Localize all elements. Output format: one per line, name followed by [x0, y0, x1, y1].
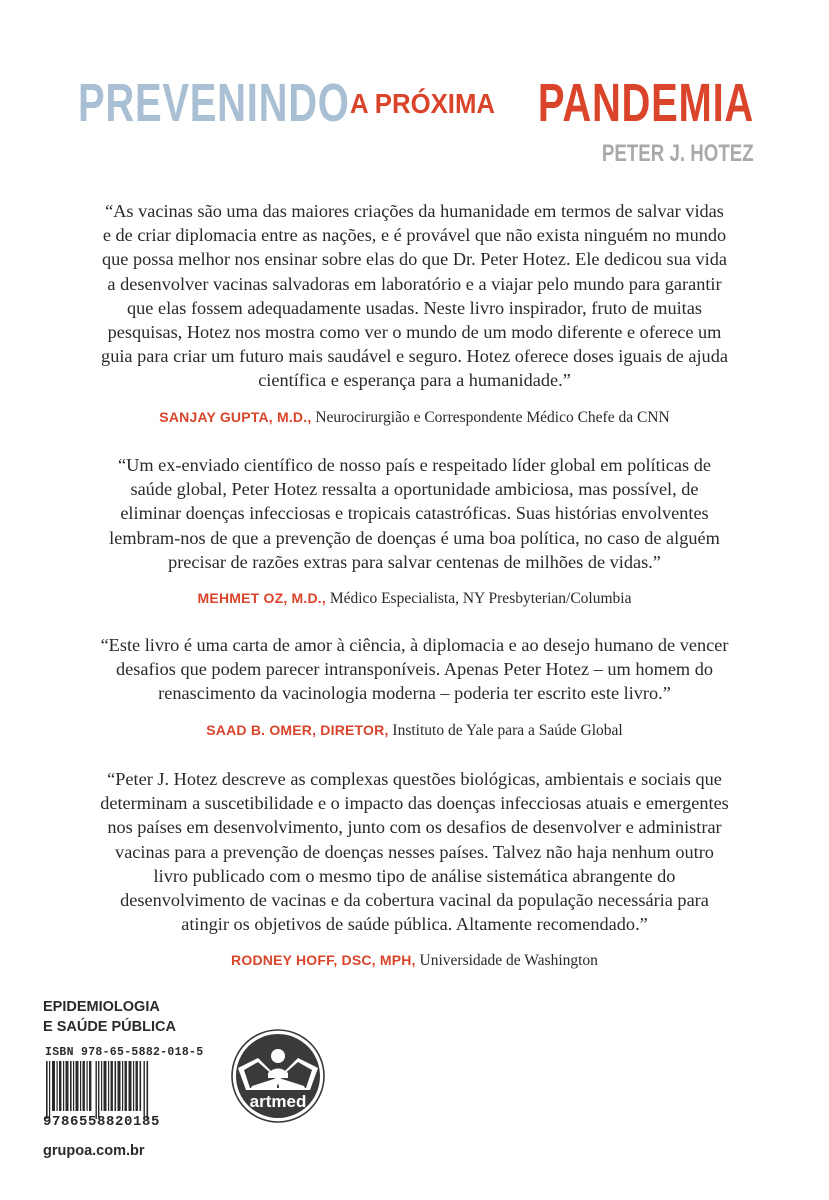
- attribution-name: SAAD B. OMER, DIRETOR,: [206, 721, 389, 738]
- quote-text: “Peter J. Hotez descreve as complexas questões biológicas, ambientais e sociais que determinam a suscetibilidade e o impacto das doenças infecciosas atuais e emergentes nos países em desenvolvimento, junto com os desafios de desenvolver e administrar vacinas para a prevenção de doenças nesses países. Talvez não haja nenhum outro livro publicado com o mesmo tipo de análise sistemática abrangente do desenvolvimento de vacinas e da cobertura vacinal da população necessária para atingir os objetivos de saúde pública. Altamente recomendado.”: [100, 769, 729, 935]
- quote-block: [100, 453, 729, 611]
- attribution-name: SANJAY GUPTA, M.D.,: [159, 408, 312, 425]
- quote-attribution: [100, 586, 729, 611]
- title-row: [78, 72, 754, 132]
- quote-text: “Um ex-enviado científico de nosso país e respeitado líder global em políticas de saúde global, Peter Hotez ressalta a oportunidade ambiciosa, mas possível, de eliminar doenças infecciosas e tropicais catastróficas. Suas histórias envolventes lembram-nos de que a prevenção de doenças é uma boa política, no caso de alguém precisar de razões extras para salvar centenas de milhões de vidas.”: [109, 455, 720, 572]
- quote-block: [100, 633, 729, 743]
- quote-text: “As vacinas são uma das maiores criações da humanidade em termos de salvar vidas e de criar diplomacia entre as nações, e é provável que não exista ninguém no mundo que possa melhor nos ensinar sobre elas do que Dr. Peter Hotez. Ele dedicou sua vida a desenvolver vacinas salvadoras em laboratório e a viajar pelo mundo para garantir que elas fossem adequadamente usadas. Neste livro inspirador, fruto de muitas pesquisas, Hotez nos mostra como ver o mundo de um modo diferente e oferece um guia para criar um futuro mais saudável e seguro. Hotez oferece doses iguais de ajuda científica e esperança para a humanidade.”: [101, 201, 728, 391]
- attribution-name: MEHMET OZ, M.D.,: [197, 590, 326, 607]
- quote-block: [100, 199, 729, 430]
- subject-category: [43, 997, 176, 1037]
- isbn-label: ISBN 978-65-5882-018-5: [45, 1046, 204, 1059]
- publisher-website[interactable]: grupoa.com.br: [43, 1143, 145, 1159]
- quote-attribution: [100, 718, 729, 743]
- logo-text: artmed: [249, 1092, 307, 1111]
- quote-attribution: [100, 405, 729, 430]
- quote-text: “Este livro é uma carta de amor à ciência, à diplomacia e ao desejo humano de vencer desafios que podem parecer intransponíveis. Apenas Peter Hotez – um homem do renascimento da vacinologia moderna – poderia ter escrito este livro.”: [100, 635, 729, 704]
- quote-attribution: [100, 948, 729, 973]
- attribution-role: Instituto de Yale para a Saúde Global: [392, 721, 623, 739]
- author-name: PETER J. HOTEZ: [602, 140, 754, 167]
- title-a-proxima: A PRÓXIMA: [350, 88, 496, 119]
- category-line-2: E SAÚDE PÚBLICA: [43, 1019, 176, 1035]
- attribution-role: Médico Especialista, NY Presbyterian/Columbia: [329, 590, 632, 608]
- artmed-logo-icon: [230, 1028, 326, 1124]
- barcode-digits: 9786558820185: [43, 1114, 161, 1130]
- attribution-role: Universidade de Washington: [419, 952, 598, 970]
- quote-block: [100, 767, 729, 974]
- attribution-name: RODNEY HOFF, DSC, MPH,: [231, 952, 416, 969]
- title-prevenindo: PREVENINDO: [78, 73, 350, 133]
- title-pandemia: PANDEMIA: [537, 73, 754, 133]
- attribution-role: Neurocirurgião e Correspondente Médico Chefe da CNN: [315, 408, 670, 426]
- category-line-1: EPIDEMIOLOGIA: [43, 999, 160, 1015]
- barcode-icon: [46, 1061, 149, 1119]
